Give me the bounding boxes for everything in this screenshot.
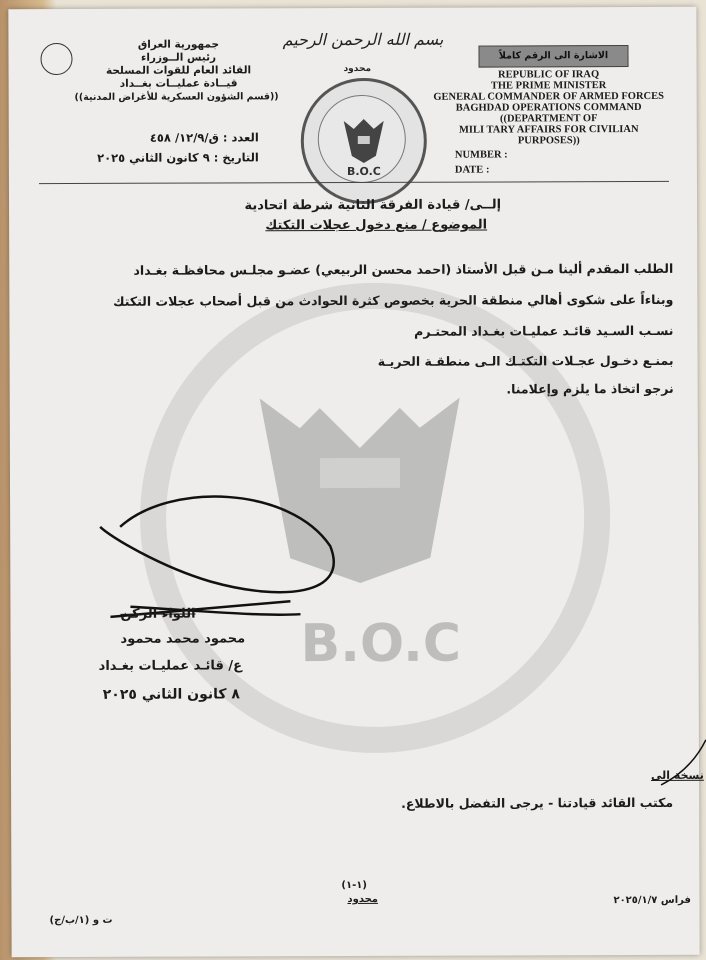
recipient-line: إلــى/ قيادة الفرقة الثانية شرطة اتحادية: [244, 197, 502, 214]
seal-text: B.O.C: [346, 164, 381, 179]
english-number-label: NUMBER :: [454, 149, 508, 161]
header-ar-line5: ((قسم الشؤون العسكرية للأغراض المدنية)): [74, 91, 279, 103]
footer-code-left: ت و (١/ب/ج): [49, 914, 113, 927]
classification-top: محدود: [343, 63, 372, 75]
classification-bottom: محدود: [347, 893, 379, 906]
pen-stroke-mark: [651, 735, 706, 795]
copy-to-heading: نسخة الى: [651, 768, 704, 782]
body-line-4: بمنـع دخـول عجـلات التكتـك الـى منطقـة الحريـة: [377, 352, 674, 369]
english-date-label: DATE :: [454, 164, 490, 176]
header-ar-line1: جمهورية العراق: [137, 38, 220, 51]
body-line-1: الطلب المقدم ألينا مـن قبل الأستاذ (احمد محسن الربيعي) عضـو مجلـس محافظـة بغـداد: [133, 260, 674, 278]
reference-banner: الاشارة الى الرقم كاملاً: [478, 45, 628, 68]
document-page: [8, 7, 704, 957]
document-date: التاريخ : ٩ كانون الثاني ٢٠٢٥: [97, 150, 259, 165]
signature-date: ٨ كانون الثاني ٢٠٢٥: [102, 686, 240, 703]
document-number: العدد : ق/١٢/٩/ ٤٥٨: [149, 130, 259, 145]
subject-line: الموضوع / منع دخول عجلات التكتك: [265, 217, 488, 234]
signatory-name: محمود محمد محمود: [120, 631, 246, 647]
header-en-line6: MILI TARY AFFAIRS FOR CIVILIAN: [458, 124, 639, 136]
basmala: بسم الله الرحمن الرحيم: [282, 29, 444, 50]
header-en-line7: PURPOSES)): [517, 135, 580, 147]
handwritten-signature: [90, 486, 351, 647]
signatory-rank: اللواء الركن: [120, 606, 196, 622]
watermark-boc: B.O.C: [300, 613, 462, 675]
header-ar-line3: القائد العام للقوات المسلحة: [105, 64, 252, 77]
signatory-title: ع/ قائـد عمليـات بغـداد: [98, 658, 243, 674]
header-en-line1: REPUBLIC OF IRAQ: [497, 69, 600, 81]
english-header: [429, 69, 669, 147]
copy-to-line: مكتب القائد قيادتنا - يرجى التفضل بالاطلاع.: [401, 794, 674, 811]
body-line-2: وبناءاً على شكوى أهالي منطقة الحرية بخصوص كثرة الحوادث من قبل أصحاب عجلات التكتك: [113, 291, 674, 309]
header-ar-line2: رئيس الــوزراء: [140, 51, 217, 64]
header-en-line3: GENERAL COMMANDER OF ARMED FORCES: [433, 90, 664, 103]
arabic-header: [74, 38, 279, 104]
header-ar-line4: قيــادة عمليــات بغــداد: [119, 77, 238, 90]
command-seal: [301, 78, 427, 204]
header-en-line4: BAGHDAD OPERATIONS COMMAND: [455, 101, 642, 114]
header-en-line2: THE PRIME MINISTER: [490, 80, 607, 92]
footer-code-right: فراس ٢٠٢٥/١/٧: [613, 894, 691, 907]
header-en-line5: ((DEPARTMENT OF: [499, 113, 598, 125]
page-number: (١-١): [341, 879, 367, 892]
body-line-5: نرجو اتخاذ ما يلزم وإعلامنا.: [506, 380, 674, 397]
body-line-3: نسـب السـيد قائـد عمليـات بغـداد المحتـرم: [414, 322, 674, 339]
hole-punch-circle: [40, 43, 72, 75]
